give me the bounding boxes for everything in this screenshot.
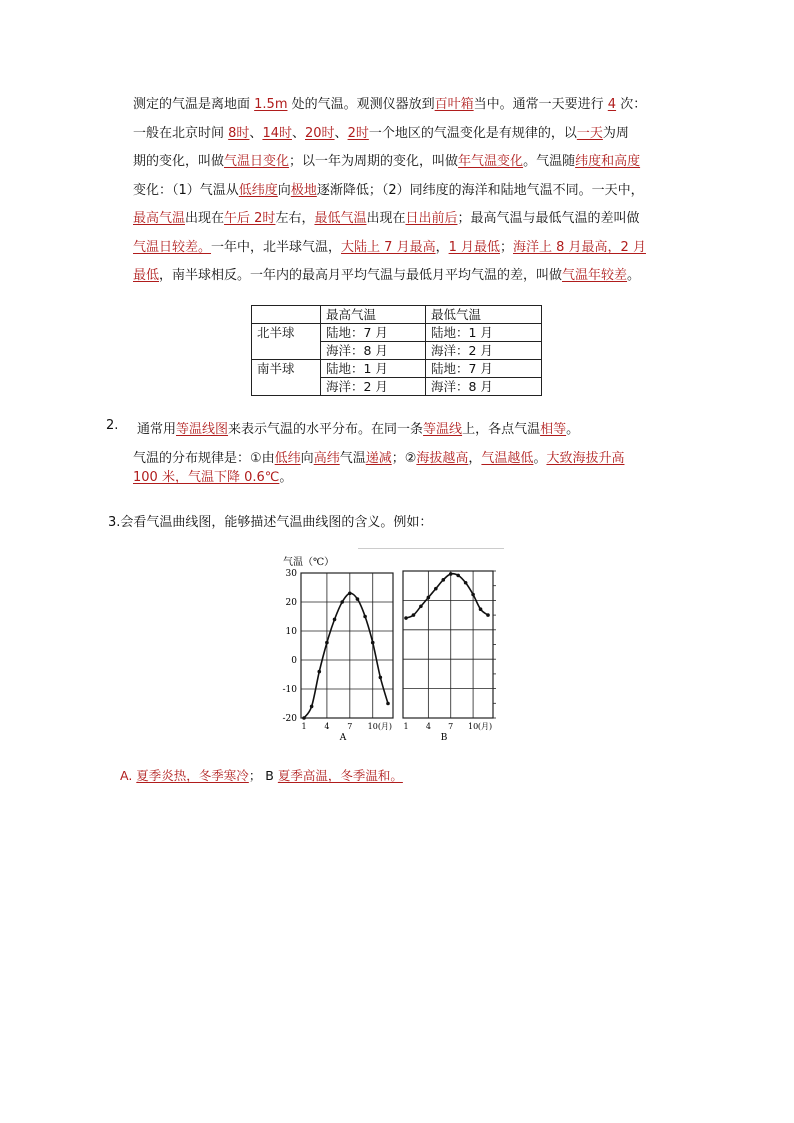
text: ， <box>468 451 482 466</box>
text: 、 <box>334 125 348 141</box>
data-point <box>379 676 383 680</box>
table-cell: 陆地：1 月 <box>426 324 542 342</box>
hemisphere-cell: 南半球 <box>252 360 321 396</box>
temperature-curve <box>406 574 488 618</box>
table-cell <box>252 306 321 324</box>
text: 。 <box>533 451 547 466</box>
data-point <box>486 613 490 617</box>
answer: 1 月最低 <box>448 239 500 255</box>
data-point <box>371 641 375 645</box>
text: 出现在 <box>185 211 225 226</box>
y-axis-label: 气温（℃） <box>283 557 335 568</box>
para-line-7 <box>133 262 678 291</box>
x-tick-label: 10 <box>367 722 378 731</box>
text: 、 <box>291 125 305 141</box>
temperature-table <box>251 305 542 396</box>
text: 次： <box>616 97 647 112</box>
answer-time: 14时 <box>262 125 292 141</box>
answer: 高纬 <box>313 451 340 466</box>
hemisphere-cell: 北半球 <box>252 324 321 360</box>
data-point <box>348 592 352 596</box>
table-cell: 海洋：2 月 <box>426 342 542 360</box>
y-tick-label: 30 <box>285 569 297 579</box>
answer-height: 1.5m <box>254 97 288 112</box>
text: 上，各点气温 <box>462 422 541 437</box>
table-cell: 海洋：8 月 <box>426 378 542 396</box>
y-tick-label: 20 <box>285 598 297 608</box>
answer-times: 4 <box>607 97 617 112</box>
x-tick-label: 10 <box>467 722 479 731</box>
answer: 最低 <box>133 268 160 283</box>
answer-a: 夏季炎热，冬季寒冷 <box>136 768 249 783</box>
text: ，南半球相反。一年内的最高月平均气温与最低月平均气温的差，叫做 <box>159 268 563 283</box>
text: 逐渐降低；（2）同纬度的海洋和陆地气温不同。一天中， <box>316 182 644 198</box>
data-point <box>412 613 416 617</box>
table-header-cell: 最低气温 <box>426 306 542 324</box>
text: ； <box>500 239 514 255</box>
data-point <box>471 593 475 597</box>
x-tick-label: 1 <box>301 722 307 731</box>
text: 通常用 <box>137 422 177 437</box>
answer: 等温线图 <box>176 422 229 437</box>
text: ；② <box>391 451 417 466</box>
answer: 日出前后 <box>405 211 458 226</box>
para-line-2 <box>133 120 678 149</box>
text: 一个地区的气温变化是有规律的，以 <box>368 125 577 141</box>
data-point <box>441 578 445 582</box>
data-point <box>464 581 468 585</box>
answer: 100 米，气温下降 0.6℃ <box>133 470 280 485</box>
data-point <box>325 641 329 645</box>
text: 。 <box>566 422 580 437</box>
data-point <box>404 616 408 620</box>
item-3-text: 3.会看气温曲线图，能够描述气温曲线图的含义。例如： <box>108 515 433 530</box>
data-point <box>340 600 344 604</box>
answer-label-a: A. <box>120 768 133 783</box>
text: 。 <box>627 268 641 283</box>
y-tick-label: 10 <box>285 627 297 637</box>
rule-line-1 <box>133 449 624 468</box>
para-line-5 <box>133 205 678 234</box>
answer-time: 8时 <box>228 125 250 141</box>
text: 向 <box>277 182 291 198</box>
rule-line-2 <box>133 468 624 487</box>
temperature-curve <box>304 593 388 718</box>
item-number: 2. <box>106 418 119 433</box>
para-line-4 <box>133 177 678 206</box>
text: ；最高气温与最低气温的差叫做 <box>457 211 640 226</box>
answer-time: 20时 <box>305 125 335 141</box>
answer-day: 一天 <box>576 125 603 141</box>
text: 一年中，北半球气温， <box>211 239 342 255</box>
text: 处的气温。观测仪器放到 <box>287 97 435 112</box>
text: 期的变化，叫做 <box>133 154 225 169</box>
chart-label: A <box>339 733 347 743</box>
chart-answer <box>120 766 403 784</box>
answer: 大致海拔升高 <box>546 451 625 466</box>
text: 出现在 <box>366 211 406 226</box>
answer: 气温日较差。 <box>133 239 212 255</box>
y-tick-label: -10 <box>282 685 297 695</box>
chart-label: B <box>440 733 448 743</box>
data-point <box>317 670 321 674</box>
answer: 气温年较差 <box>562 268 628 283</box>
answer-b: 夏季高温，冬季温和。 <box>277 768 403 783</box>
data-point <box>333 618 337 622</box>
text: 当中。通常一天要进行 <box>473 97 608 112</box>
data-point <box>363 615 367 619</box>
para-line-6 <box>133 234 678 263</box>
text: 左右， <box>275 211 315 226</box>
chart-a <box>283 569 394 743</box>
data-point <box>386 702 390 706</box>
data-point <box>456 574 460 578</box>
answer: 年气温变化 <box>458 154 524 169</box>
text: 、 <box>249 125 263 141</box>
x-tick-label: 7 <box>448 722 454 731</box>
text: 向 <box>300 451 314 466</box>
text: 来表示气温的水平分布。在同一条 <box>228 422 424 437</box>
y-tick-label: 0 <box>291 656 297 666</box>
answer: 低纬度 <box>238 182 278 198</box>
text: 。 <box>279 470 293 485</box>
answer: 午后 2时 <box>224 211 276 226</box>
x-tick-label: (月) <box>377 722 393 731</box>
text: 变化：（1）气温从 <box>133 182 239 198</box>
x-tick-label: 7 <box>347 722 353 731</box>
x-tick-label: 4 <box>425 722 431 731</box>
table-cell: 海洋：8 月 <box>321 342 426 360</box>
table-header-row <box>252 306 542 324</box>
answer: 气温日变化 <box>224 154 290 169</box>
table-row <box>252 324 542 342</box>
answer: 递减 <box>365 451 392 466</box>
table-cell: 陆地：7 月 <box>426 360 542 378</box>
plot-frame <box>403 571 493 718</box>
answer: 海拔越高 <box>416 451 469 466</box>
data-point <box>479 607 483 611</box>
x-tick-label: (月) <box>477 722 493 731</box>
answer: 相等 <box>540 422 567 437</box>
answer-shelter: 百叶箱 <box>434 97 474 112</box>
answer: 极地 <box>290 182 317 198</box>
text: 气温的分布规律是：①由 <box>133 451 275 466</box>
data-point <box>419 604 423 608</box>
data-point <box>310 705 314 709</box>
data-point <box>449 572 453 576</box>
table-cell: 海洋：2 月 <box>321 378 426 396</box>
table-cell: 陆地：7 月 <box>321 324 426 342</box>
text: 气温 <box>339 451 366 466</box>
table-row <box>252 360 542 378</box>
answer-time: 2时 <box>347 125 369 141</box>
answer: 气温越低 <box>481 451 534 466</box>
para-line-3 <box>133 148 678 177</box>
text: 一般在北京时间 <box>133 125 229 141</box>
answer: 海洋上 8 月最高，2 月 <box>513 239 646 255</box>
distribution-rule <box>133 449 624 487</box>
chart-b <box>403 571 496 743</box>
x-tick-label: 4 <box>324 722 330 731</box>
para-line-1 <box>133 91 678 120</box>
text: 测定的气温是离地面 <box>133 97 255 112</box>
answer: 纬度和高度 <box>575 154 641 169</box>
data-point <box>356 597 360 601</box>
intro-paragraph <box>133 91 678 291</box>
text: 为周 <box>602 125 629 141</box>
item-2-text <box>137 418 579 437</box>
x-tick-label: 1 <box>403 722 409 731</box>
answer: 最低气温 <box>314 211 367 226</box>
table-cell: 陆地：1 月 <box>321 360 426 378</box>
data-point <box>302 716 306 720</box>
answer: 等温线 <box>423 422 463 437</box>
answer: 最高气温 <box>133 211 186 226</box>
y-tick-label: -20 <box>282 714 297 724</box>
separator: ； B <box>248 768 274 783</box>
answer: 低纬 <box>274 451 301 466</box>
plot-frame <box>301 573 393 718</box>
text: 。气温随 <box>523 154 576 169</box>
data-point <box>427 596 431 600</box>
data-point <box>434 587 438 591</box>
table-header-cell: 最高气温 <box>321 306 426 324</box>
answer: 大陆上 7 月最高 <box>341 239 436 255</box>
text: ；以一年为周期的变化，叫做 <box>289 154 459 169</box>
text: ， <box>435 239 449 255</box>
